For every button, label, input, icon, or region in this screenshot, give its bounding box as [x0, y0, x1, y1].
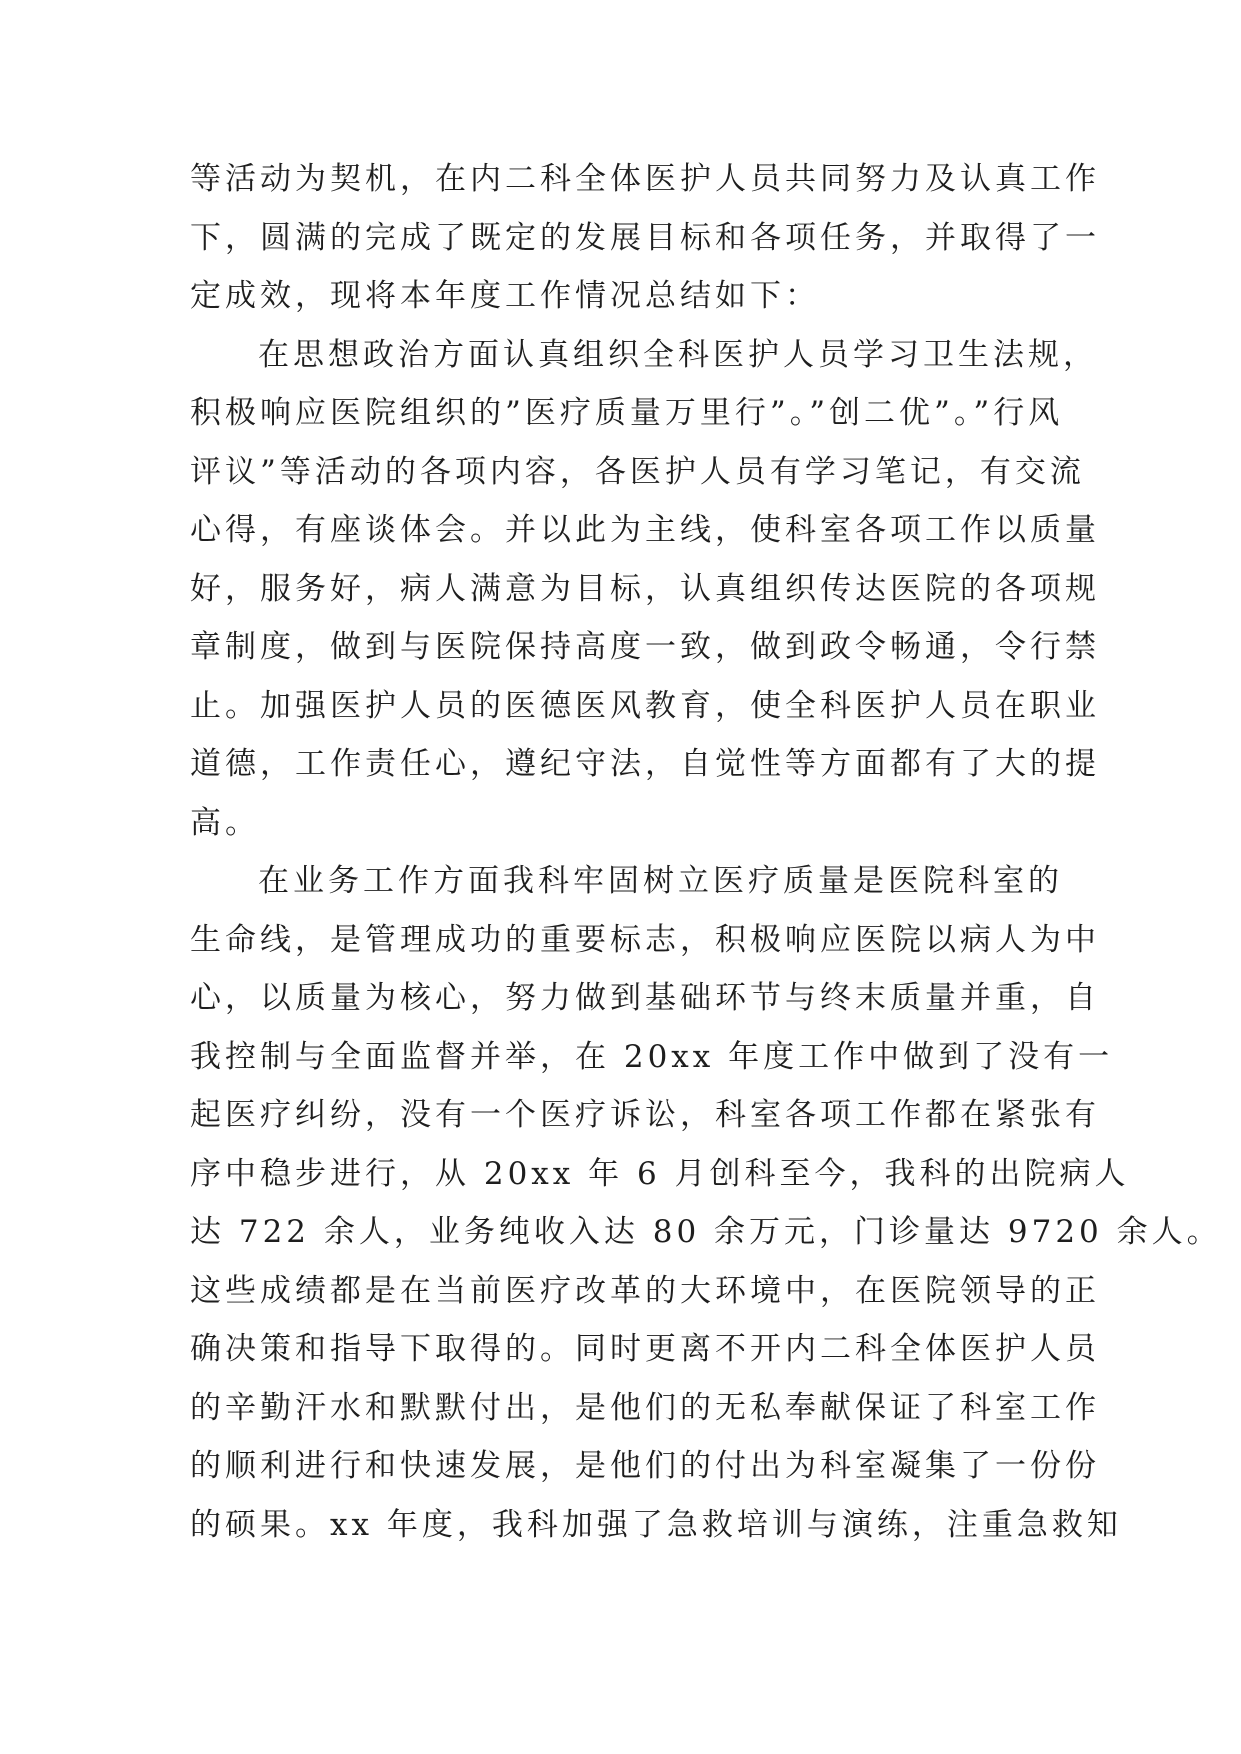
text-line: 好，服务好，病人满意为目标，认真组织传达医院的各项规 — [190, 570, 1100, 607]
text-line: 起医疗纠纷，没有一个医疗诉讼，科室各项工作都在紧张有 — [190, 1097, 1100, 1133]
paragraph-intro — [190, 150, 1100, 326]
text-line: 心，以质量为核心，努力做到基础环节与终末质量并重，自 — [190, 980, 1100, 1016]
document-body — [190, 150, 1222, 1554]
text-line: 道德，工作责任心，遵纪守法，自觉性等方面都有了大的提 — [190, 746, 1100, 782]
text-line: 评议”等活动的各项内容，各医护人员有学习笔记，有交流 — [190, 453, 1085, 490]
text-line: 定成效，现将本年度工作情况总结如下： — [190, 278, 820, 314]
text-line: 达 722 余人，业务纯收入达 80 余万元，门诊量达 9720 余人。 — [190, 1214, 1222, 1250]
text-line: 的顺利进行和快速发展，是他们的付出为科室凝集了一份份 — [190, 1448, 1100, 1484]
text-line: 积极响应医院组织的”医疗质量万里行”。”创二优”。”行风 — [190, 395, 1064, 431]
text-line: 的硕果。xx 年度，我科加强了急救培训与演练，注重急救知 — [190, 1506, 1122, 1543]
paragraph-business — [190, 852, 1222, 1554]
text-line: 我控制与全面监督并举，在 20xx 年度工作中做到了没有一 — [190, 1038, 1114, 1075]
text-line: 章制度，做到与医院保持高度一致，做到政令畅通，令行禁 — [190, 629, 1100, 665]
text-line: 等活动为契机，在内二科全体医护人员共同努力及认真工作 — [190, 161, 1100, 197]
text-line: 下，圆满的完成了既定的发展目标和各项任务，并取得了一 — [190, 219, 1100, 256]
text-line: 止。加强医护人员的医德医风教育，使全科医护人员在职业 — [190, 687, 1100, 724]
paragraph-politics — [190, 326, 1100, 853]
text-line: 在思想政治方面认真组织全科医护人员学习卫生法规， — [258, 336, 1098, 373]
text-line: 序中稳步进行，从 20xx 年 6 月创科至今，我科的出院病人 — [190, 1155, 1130, 1192]
text-line: 这些成绩都是在当前医疗改革的大环境中，在医院领导的正 — [190, 1272, 1100, 1309]
text-line: 高。 — [190, 804, 260, 841]
text-line: 确决策和指导下取得的。同时更离不开内二科全体医护人员 — [190, 1331, 1100, 1367]
text-line: 的辛勤汗水和默默付出，是他们的无私奉献保证了科室工作 — [190, 1389, 1100, 1426]
text-line: 在业务工作方面我科牢固树立医疗质量是医院科室的 — [258, 863, 1063, 899]
text-line: 生命线，是管理成功的重要标志，积极响应医院以病人为中 — [190, 921, 1100, 958]
text-line: 心得，有座谈体会。并以此为主线，使科室各项工作以质量 — [190, 512, 1100, 548]
